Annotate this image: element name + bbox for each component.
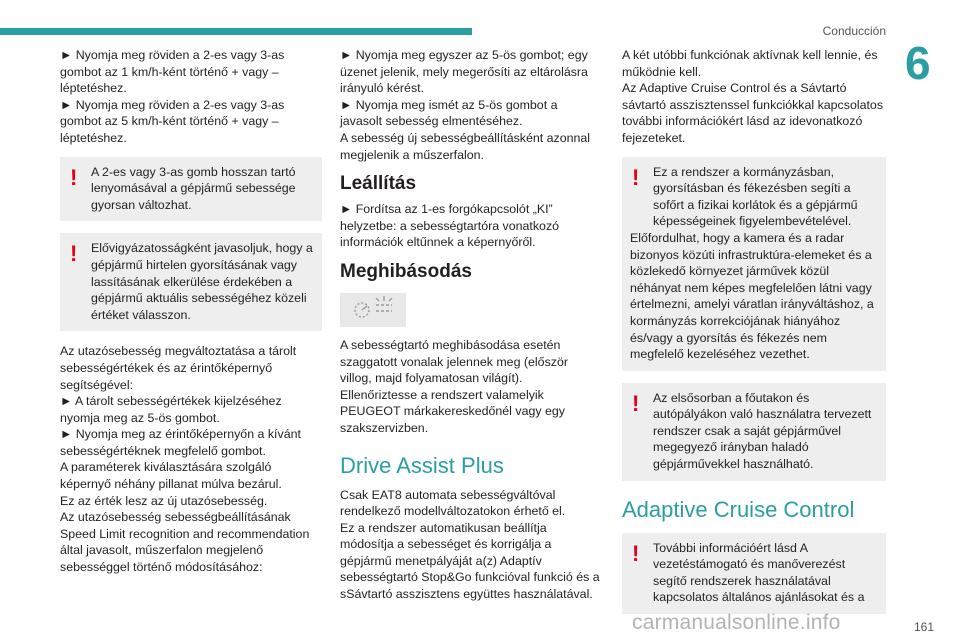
- chapter-number: 6: [905, 37, 931, 89]
- exclamation-icon: !: [70, 241, 78, 267]
- heading-adaptive-cruise-control: Adaptive Cruise Control: [622, 496, 855, 522]
- exclamation-icon: !: [632, 164, 640, 190]
- note-text: Az elsősorban a főutakon és autópályákon való használatra tervezett rendszer csak a saját gépjárművel megegyező irányban haladó gépjárművekkel használható.: [653, 390, 872, 472]
- heading-drive-assist-plus: Drive Assist Plus: [340, 452, 504, 478]
- paragraph: Az utazósebesség sebességbeállításának Speed Limit recognition and recommendation által javasolt, műszerfalon megjelenő sebességgel történő módosításához:: [60, 510, 310, 575]
- column-3: [622, 47, 886, 626]
- heading-stop: Leállítás: [340, 173, 417, 195]
- paragraph: Ellenőriztesse a rendszert valamelyik PEUGEOT márkakereskedőnél vagy egy szakszervizben.: [340, 387, 565, 435]
- paragraph: ► Fordítsa az 1-es forgókapcsolót „KI” helyzetbe: a sebességtartóra vonatkozó információk eltűnnek a képernyőről.: [340, 202, 560, 250]
- exclamation-icon: !: [632, 390, 640, 416]
- exclamation-icon: !: [632, 540, 640, 566]
- note-text: További információért lásd A vezetéstámogató és manőverezést segítő rendszerek használatával kapcsolatos általános ajánlásokat és a: [653, 540, 865, 605]
- paragraph: Az utazósebesség megváltoztatása a tárolt sebességértékek és az érintőképernyő segítségével:: [60, 344, 297, 392]
- exclamation-icon: !: [70, 164, 78, 190]
- warning-note: [622, 157, 886, 371]
- column-1: [60, 47, 322, 576]
- heading-fault: Meghibásodás: [340, 260, 472, 282]
- column-2: [340, 47, 602, 603]
- paragraph: Ez az érték lesz az új utazósebesség.: [60, 493, 268, 508]
- paragraph: Csak EAT8 automata sebességváltóval rendelkező modellváltozatokon érhető el.: [340, 487, 566, 519]
- note-text: Elővigyázatosságként javasoljuk, hogy a gépjármű hirtelen gyorsításának vagy lassításának elkerülése érdekében a gépjármű aktuális sebességéhez közeli értéket válasszon.: [91, 241, 313, 322]
- page-number: 161: [913, 620, 934, 634]
- watermark: carmanualsonline.info: [632, 611, 841, 634]
- paragraph: Az Adaptive Cruise Control és a Sávtartó sávtartó asszisztenssel funkciókkal kapcsolatos további információkért lásd az idevonatkozó fejezeteket.: [622, 81, 884, 145]
- warning-note: [60, 233, 322, 331]
- paragraph: ► A tárolt sebességértékek kijelzéséhez nyomja meg az 5-ös gombot.: [60, 394, 282, 425]
- warning-note: [60, 157, 322, 222]
- warning-note: [622, 383, 886, 481]
- cruise-fault-indicator-icon: [340, 293, 406, 327]
- note-text: Előfordulhat, hogy a kamera és a radar bizonyos közúti infrastruktúra-elemeket és a közlekedő környezet járművek közül néhányat nem képes megfelelően látni vagy értelmezni, amelyi váratlan irányváltáshoz, a kormányzás korrekciójának hiányához és/vagy a gyorsítás és fékezés nem megfelelő kezeléséhez vezethet.: [630, 230, 874, 362]
- paragraph: ► Nyomja meg röviden a 2-es vagy 3-as gombot az 1 km/h-ként történő + vagy – léptetéshez.: [60, 48, 285, 96]
- warning-note: [622, 533, 886, 614]
- paragraph: Ez a rendszer automatikusan beállítja módosítja a sebességet és korrigálja a gépjármű menetpályáját a(z) Adaptív sebességtartó Stop&Go funkcióval funkció és a sSávtartó asszisztens együttes használatával.: [340, 520, 600, 602]
- paragraph: ► Nyomja meg egyszer az 5-ös gombot; egy üzenet jelenik, mely megerősíti az eltárolásra irányuló kérést.: [340, 48, 588, 96]
- paragraph: A sebesség új sebességbeállításként azonnal megjelenik a műszerfalon.: [340, 130, 591, 162]
- paragraph: A két utóbbi funkciónak aktívnak kell lennie, és működnie kell.: [622, 48, 878, 79]
- note-text: Ez a rendszer a kormányzásban, gyorsításban és fékezésben segíti a sofőrt a fizikai korlátok és a gépjármű képességeinek figyelembevételével.: [653, 164, 858, 229]
- paragraph: ► Nyomja meg az érintőképernyőn a kívánt sebességértéknek megfelelő gombot.: [60, 427, 301, 458]
- section-title: Conducción: [822, 24, 886, 38]
- paragraph: A sebességtartó meghibásodása esetén szaggatott vonalak jelennek meg (először villog, majd folyamatosan világít).: [340, 337, 568, 386]
- paragraph: ► Nyomja meg ismét az 5-ös gombot a javasolt sebesség elmentéséhez.: [340, 97, 558, 129]
- note-text: A 2-es vagy 3-as gomb hosszan tartó lenyomásával a gépjármű sebessége gyorsan változhat.: [91, 164, 296, 212]
- paragraph: A paraméterek kiválasztására szolgáló képernyő néhány pillanat múlva bezárul.: [60, 460, 282, 492]
- paragraph: ► Nyomja meg röviden a 2-es vagy 3-as gombot az 5 km/h-ként történő + vagy – léptetéshez.: [60, 97, 285, 145]
- header-accent-bar: [0, 28, 472, 35]
